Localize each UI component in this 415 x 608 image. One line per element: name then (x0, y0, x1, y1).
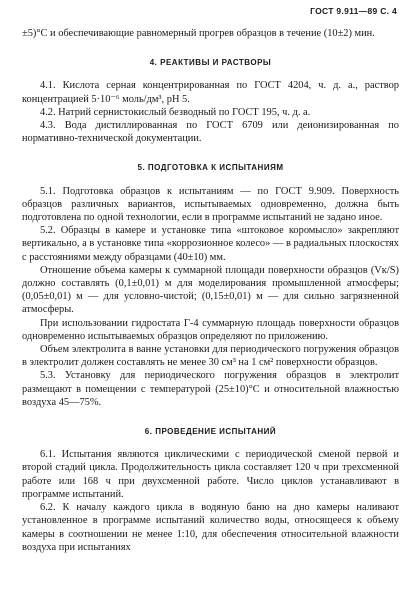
paragraph-5-2-electrolyte: Объем электролита в ванне установки для периодического погружения образцов в электролит должен составлять не менее 30 см³ на 1 см² поверхности образцов. (22, 344, 399, 369)
paragraph-6-2: 6.2. К началу каждого цикла в водяную баню на дно камеры наливают установленное в программе испытаний количество воды, относящееся к объему камеры в соотношении не менее 1:10, для обеспечения относительной влажности воздуха при испытаниях (22, 502, 399, 553)
section-5-title: 5. ПОДГОТОВКА К ИСПЫТАНИЯМ (137, 163, 284, 173)
paragraph-5-2: 5.2. Образцы в камере и установке типа «штоковое коромысло» закрепляют вертикально, а в установке типа «коррозионное колесо» — в радиальных плоскостях с расстояниями между образцами (40±10) мм. (22, 225, 399, 263)
paragraph-5-3: 5.3. Установку для периодического погружения образцов в электролит размещают в помещении с температурой (25±10)°С и относительной влажностью воздуха 45—75%. (22, 370, 399, 408)
section-6-title: 6. ПРОВЕДЕНИЕ ИСПЫТАНИЙ (144, 427, 277, 437)
paragraph-5-2-hydrostat: При использовании гидростата Г-4 суммарную площадь поверхности образцов одновременно испытываемых образцов определяют по приложению. (22, 317, 399, 342)
section-4-title: 4. РЕАКТИВЫ И РАСТВОРЫ (149, 58, 272, 68)
paragraph-4-3: 4.3. Вода дистиллированная по ГОСТ 6709 или деионизированная по нормативно-технической документации. (22, 120, 399, 145)
paragraph-4-1: 4.1. Кислота серная концентрированная по ГОСТ 4204, ч. д. а., раствор концентрацией 5·10⁻⁶ моль/дм³, рН 5. (22, 80, 399, 105)
paragraph-6-1: 6.1. Испытания являются циклическими с периодической сменой первой и второй стадий цикла. Продолжительность цикла составляет 120 ч при трехсменной работе или 168 ч при двухсменной работе. Число циклов устанавливают в программе испытаний. (22, 449, 399, 500)
document-body (22, 27, 399, 554)
running-head: ГОСТ 9.911—89 С. 4 (310, 6, 397, 16)
paragraph-5-1: 5.1. Подготовка образцов к испытаниям — по ГОСТ 9.909. Поверхность образцов различных вариантов, испытываемых одновременно, должна быть подготовлена по одной технологии, если в программе испытаний не задано иное. (22, 185, 399, 224)
intro-paragraph: ±5)°С и обеспечивающие равномерный прогрев образцов в течение (10±2) мин. (22, 28, 375, 39)
paragraph-5-2-ratio: Отношение объема камеры к суммарной площади поверхности образцов (Vк/S) должно составлять (0,1±0,01) м для моделирования промышленной атмосферы; (0,05±0,01) м — для условно-чистой; (0,15±0,01) м — для сильно загрязненной атмосферы. (22, 264, 399, 316)
paragraph-4-2: 4.2. Натрий сернистокислый безводный по ГОСТ 195, ч. д. а. (40, 106, 311, 118)
